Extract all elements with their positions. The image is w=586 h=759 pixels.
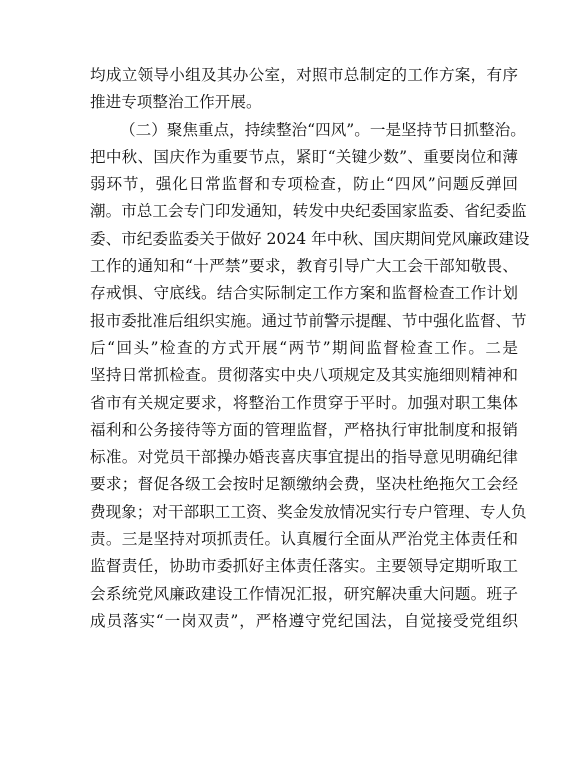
- text-line: 费现象；对干部职工工资、奖金发放情况实行专户管理、专人负: [90, 502, 527, 521]
- text-line: 要求；督促各级工会按时足额缴纳会费，坚决杜绝拖欠工会经: [90, 475, 518, 494]
- text-line: 弱环节，强化日常监督和专项检查，防止“四风”问题反弹回: [90, 175, 518, 194]
- text-line: 标准。对党员干部操办婚丧喜庆事宜提出的指导意见明确纪律: [90, 448, 518, 467]
- text-line: 报市委批准后组织实施。通过节前警示提醒、节中强化监督、节: [90, 311, 527, 330]
- text-line: 委、市纪委监委关于做好 2024 年中秋、国庆期间党风廉政建设: [90, 229, 530, 248]
- text-line: 监督责任，协助市委抓好主体责任落实。主要领导定期听取工: [90, 557, 518, 576]
- text-line: 省市有关规定要求，将整治工作贯穿于平时。加强对职工集体: [90, 393, 518, 412]
- text-line: 后“回头”检查的方式开展“两节”期间监督检查工作。二是: [90, 338, 518, 357]
- text-line: 福利和公务接待等方面的管理监督，严格执行审批制度和报销: [90, 420, 518, 439]
- text-line: 潮。市总工会专门印发通知，转发中央纪委国家监委、省纪委监: [90, 202, 527, 221]
- text-line: 成员落实“一岗双责”，严格遵守党纪国法，自觉接受党组织: [90, 611, 518, 630]
- text-line: 坚持日常抓检查。贯彻落实中央八项规定及其实施细则精神和: [90, 366, 518, 385]
- text-line: 工作的通知和“十严禁”要求，教育引导广大工会干部知敬畏、: [90, 257, 518, 276]
- text-line: 推进专项整治工作开展。: [90, 93, 262, 112]
- paragraph: [90, 62, 518, 117]
- text-line: 责。三是坚持对项抓责任。认真履行全面从严治党主体责任和: [90, 530, 518, 549]
- text-line: （二）聚焦重点，持续整治“四风”。一是坚持节日抓整治。: [120, 120, 526, 139]
- text-line: 均成立领导小组及其办公室，对照市总制定的工作方案，有序: [90, 66, 518, 84]
- text-line: 存戒惧、守底线。结合实际制定工作方案和监督检查工作计划: [90, 284, 518, 303]
- paragraph: [90, 117, 530, 636]
- text-line: 会系统党风廉政建设工作情况汇报，研究解决重大问题。班子: [90, 584, 518, 603]
- text-line: 把中秋、国庆作为重要节点，紧盯“关键少数”、重要岗位和薄: [90, 147, 518, 166]
- body-text: [90, 62, 530, 635]
